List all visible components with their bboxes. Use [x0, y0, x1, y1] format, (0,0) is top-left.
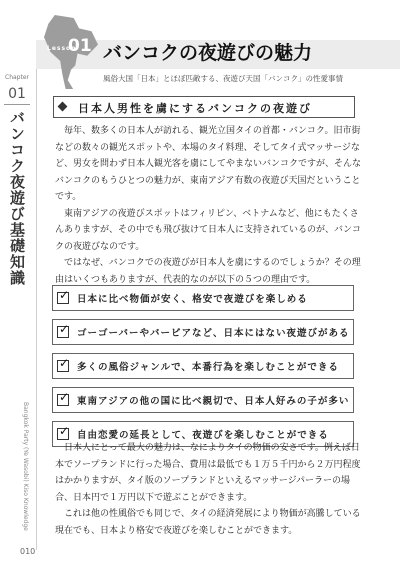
outro-paragraph: これは他の性風俗でも同じで、タイの経済発展により物価が高騰している現在でも、日本より格安で夜遊びを楽しむことができます。	[55, 509, 361, 536]
checkmark-icon: ✓	[59, 322, 70, 336]
reason-text: ゴーゴーバーやバービアなど、日本にはない夜遊びがある	[77, 328, 350, 339]
intro-text	[55, 123, 361, 288]
intro-paragraph: 毎年、数多くの日本人が訪れる、観光立国タイの首都・バンコク。旧市街などの数々の観光スポットや、本場のタイ料理、そしてタイ式マッサージなど、男女を問わず日本人観光客を虜にしてやまないバンコクですが、そんなバンコクのもうひとつの魅力が、東南アジア有数の夜遊び天国だということです。	[55, 126, 362, 202]
vertical-chapter-title: バンコク夜遊び基礎知識	[8, 110, 26, 286]
reason-item	[52, 319, 354, 345]
chapter-number: 01	[8, 86, 26, 102]
lesson-number: 01	[68, 36, 92, 56]
section-heading-box	[53, 96, 355, 118]
checkbox-icon	[57, 390, 70, 406]
section-heading: 日本人男性を虜にするバンコクの夜遊び	[78, 102, 312, 115]
checkbox-icon	[57, 322, 70, 338]
page-subtitle: 風俗大国「日本」とほぼ匹敵する、夜遊び天国「バンコク」の性愛事情	[103, 74, 343, 83]
intro-paragraph: ではなぜ、バンコクでの夜遊びが日本人を虜にするのでしょうか？その理由はいくつもありますが、代表的なのが以下の５つの理由です。	[55, 258, 361, 285]
reason-item	[52, 353, 354, 379]
reason-text: 多くの風俗ジャンルで、本番行為を楽しむことができる	[77, 362, 339, 373]
reason-text: 東南アジアの他の国に比べ親切で、日本人好みの子が多い	[77, 396, 350, 407]
diamond-bullet-icon	[58, 102, 68, 112]
intro-paragraph: 東南アジアの夜遊びスポットはフィリピン、ベトナムなど、他にもたくさんありますが、その中でも飛び抜けて日本人に支持されているのが、バンコクの夜遊びなのです。	[55, 208, 362, 252]
checkmark-icon: ✓	[59, 390, 70, 404]
checkmark-icon: ✓	[59, 356, 70, 370]
checkbox-icon	[57, 356, 70, 372]
lesson-label: Lesson	[47, 45, 77, 52]
reason-text: 自由恋愛の延長として、夜遊びを楽しむことができる	[77, 430, 329, 441]
page-title: バンコクの夜遊びの魅力	[103, 42, 313, 64]
page-number: 010	[20, 547, 36, 556]
outro-paragraph: 日本人にとって最大の魅力は、なによりタイの物価の安さです。例えば日本でソープランドに行った場合、費用は最低でも１万５千円から２万円程度はかかりますが、タイ版のソープランドといえるマッサージパーラーの場合、日本円で１万円以下で遊ぶことができます。	[55, 443, 361, 503]
checkmark-icon: ✓	[59, 424, 70, 438]
checkmark-icon: ✓	[59, 288, 70, 302]
sidebar-divider	[36, 40, 37, 550]
chapter-rule	[4, 104, 30, 105]
checkbox-icon	[57, 288, 70, 304]
vertical-chapter-subtitle: Bangkok Party (Ye Wasobi) Kiso Knowledge	[22, 402, 29, 531]
reasons-list	[52, 285, 354, 455]
reason-text: 日本に比べ物価が安く、格安で夜遊びを楽しめる	[77, 294, 308, 305]
reason-item	[52, 285, 354, 311]
chapter-label: Chapter	[5, 74, 29, 81]
outro-text	[55, 440, 361, 539]
reason-item	[52, 387, 354, 413]
checkbox-icon	[57, 424, 70, 440]
